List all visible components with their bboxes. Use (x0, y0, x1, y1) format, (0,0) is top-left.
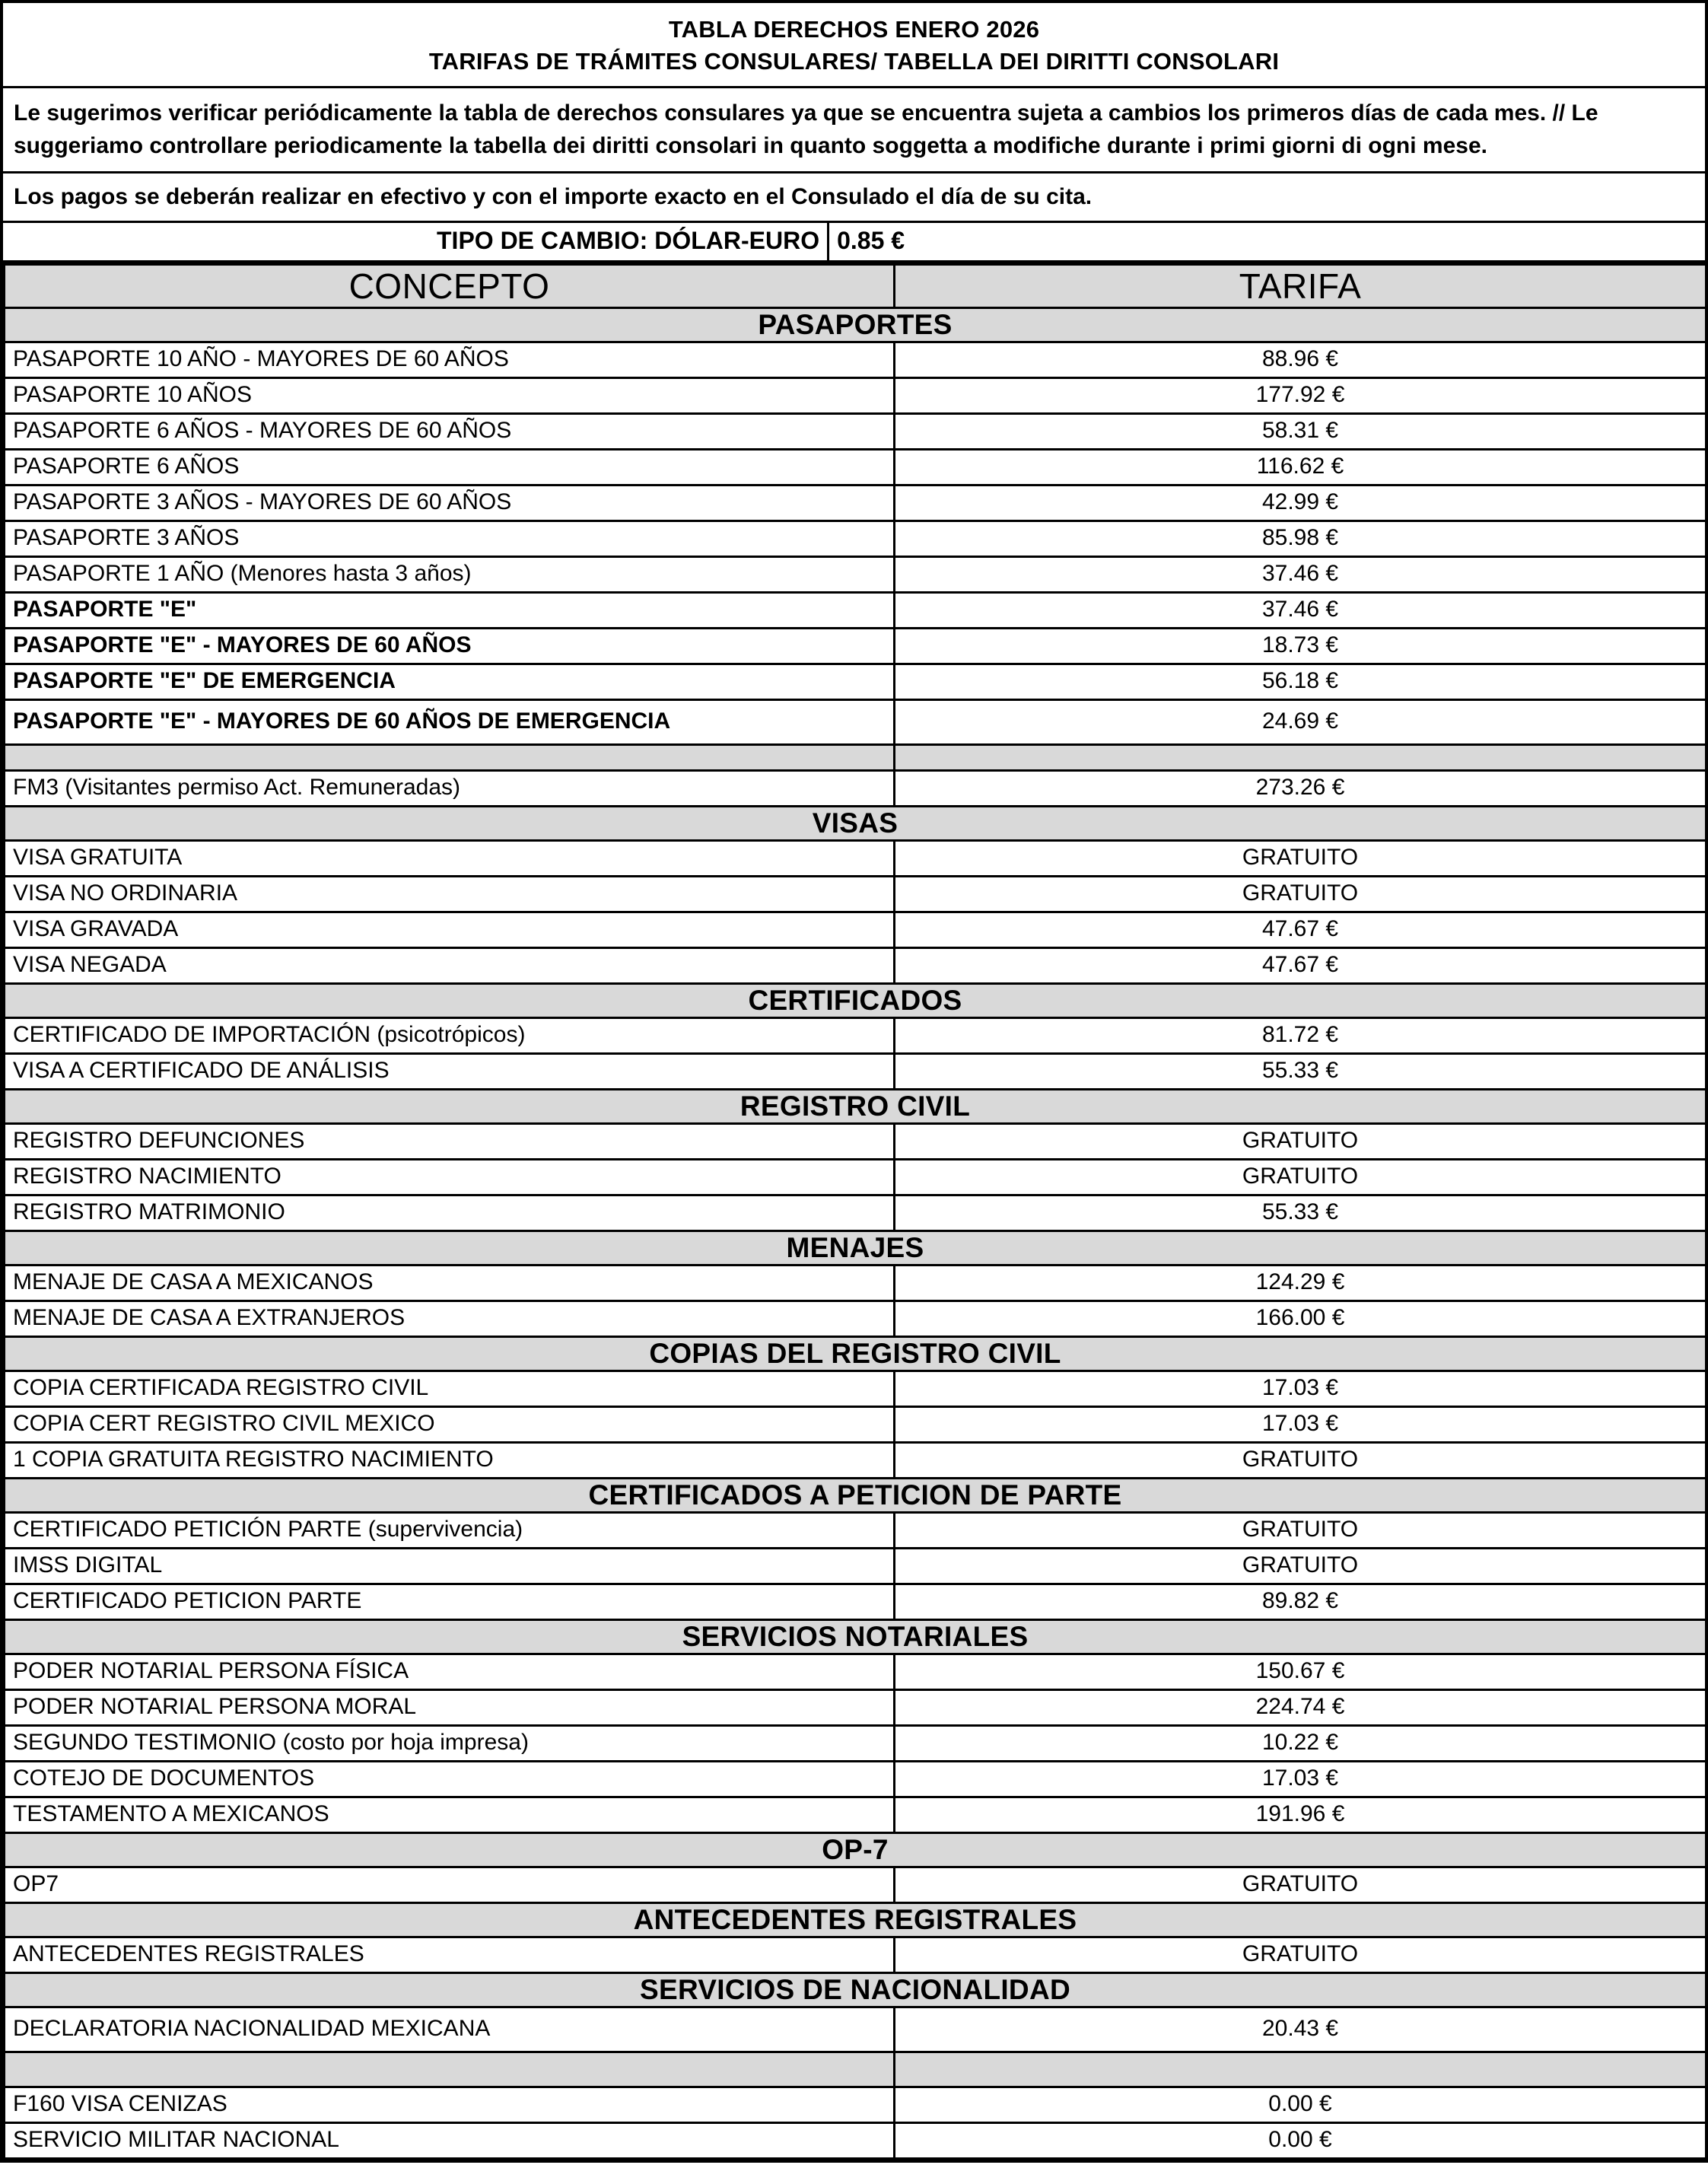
cell-tariff: 273.26 € (895, 771, 1706, 807)
section-header-row (5, 1620, 1706, 1654)
table-header-row (5, 265, 1706, 308)
table-row (5, 1443, 1706, 1479)
cell-tariff: 85.98 € (895, 521, 1706, 557)
cell-concept: PASAPORTE "E" DE EMERGENCIA (5, 664, 895, 700)
table-row (5, 1797, 1706, 1833)
table-row (5, 1867, 1706, 1903)
cell-tariff: 81.72 € (895, 1018, 1706, 1054)
cell-concept: PASAPORTE 1 AÑO (Menores hasta 3 años) (5, 557, 895, 593)
table-row (5, 1407, 1706, 1443)
table-row (5, 1266, 1706, 1301)
cell-tariff: 177.92 € (895, 378, 1706, 414)
cell-concept: VISA GRATUITA (5, 841, 895, 877)
cell-concept: OP7 (5, 1867, 895, 1903)
table-row (5, 486, 1706, 521)
cell-concept: IMSS DIGITAL (5, 1549, 895, 1584)
cell-concept: PASAPORTE 3 AÑOS - MAYORES DE 60 AÑOS (5, 486, 895, 521)
cell-concept: REGISTRO DEFUNCIONES (5, 1124, 895, 1160)
cell-concept: PODER NOTARIAL PERSONA FÍSICA (5, 1654, 895, 1690)
cell-tariff: 124.29 € (895, 1266, 1706, 1301)
table-row (5, 2007, 1706, 2052)
section-header-label: ANTECEDENTES REGISTRALES (5, 1903, 1706, 1937)
cell-tariff: 42.99 € (895, 486, 1706, 521)
column-header-concept: CONCEPTO (5, 265, 895, 308)
cell-tariff: GRATUITO (895, 1549, 1706, 1584)
cell-concept: PASAPORTE 3 AÑOS (5, 521, 895, 557)
cell-tariff: GRATUITO (895, 1513, 1706, 1549)
spacer-cell-tariff (895, 745, 1706, 771)
cell-concept: F160 VISA CENIZAS (5, 2087, 895, 2123)
column-header-tariff: TARIFA (895, 265, 1706, 308)
cell-tariff: 0.00 € (895, 2123, 1706, 2159)
table-row (5, 948, 1706, 984)
table-row (5, 1054, 1706, 1090)
section-header-label: CERTIFICADOS A PETICION DE PARTE (5, 1479, 1706, 1513)
table-row (5, 2123, 1706, 2159)
cell-concept: PASAPORTE 10 AÑO - MAYORES DE 60 AÑOS (5, 342, 895, 378)
section-header-label: OP-7 (5, 1833, 1706, 1867)
section-header-row (5, 807, 1706, 841)
cell-concept: SERVICIO MILITAR NACIONAL (5, 2123, 895, 2159)
cell-tariff: 17.03 € (895, 1371, 1706, 1407)
cell-concept: CERTIFICADO PETICIÓN PARTE (supervivencia) (5, 1513, 895, 1549)
cell-concept: 1 COPIA GRATUITA REGISTRO NACIMIENTO (5, 1443, 895, 1479)
section-header-row (5, 308, 1706, 342)
cell-tariff: 116.62 € (895, 450, 1706, 486)
table-row (5, 1937, 1706, 1973)
table-row (5, 1726, 1706, 1762)
cell-tariff: 55.33 € (895, 1195, 1706, 1231)
cell-tariff: 18.73 € (895, 629, 1706, 664)
section-header-row (5, 1337, 1706, 1371)
section-header-label: MENAJES (5, 1231, 1706, 1266)
cell-concept: DECLARATORIA NACIONALIDAD MEXICANA (5, 2007, 895, 2052)
section-header-label: SERVICIOS DE NACIONALIDAD (5, 1973, 1706, 2007)
spacer-row (5, 2052, 1706, 2087)
cell-concept: CERTIFICADO DE IMPORTACIÓN (psicotrópicos) (5, 1018, 895, 1054)
table-row (5, 450, 1706, 486)
cell-tariff: GRATUITO (895, 1937, 1706, 1973)
cell-concept: PASAPORTE 6 AÑOS - MAYORES DE 60 AÑOS (5, 414, 895, 450)
exchange-rate-value: 0.85 € (827, 223, 915, 263)
cell-tariff: 17.03 € (895, 1762, 1706, 1797)
cell-concept: VISA NEGADA (5, 948, 895, 984)
cell-tariff: 37.46 € (895, 593, 1706, 629)
cell-tariff: GRATUITO (895, 1867, 1706, 1903)
table-row (5, 771, 1706, 807)
exchange-rate-row (3, 223, 1705, 263)
cell-concept: PASAPORTE "E" (5, 593, 895, 629)
spacer-cell-tariff (895, 2052, 1706, 2087)
table-row (5, 629, 1706, 664)
table-row (5, 414, 1706, 450)
title-line-2: TARIFAS DE TRÁMITES CONSULARES/ TABELLA DEI DIRITTI CONSOLARI (428, 47, 1280, 75)
cell-tariff: 58.31 € (895, 414, 1706, 450)
cell-tariff: 20.43 € (895, 2007, 1706, 2052)
exchange-rate-label: TIPO DE CAMBIO: DÓLAR-EURO (429, 223, 827, 263)
section-header-row (5, 1903, 1706, 1937)
spacer-cell-concept (5, 2052, 895, 2087)
rates-table (3, 263, 1707, 2160)
cell-concept: VISA A CERTIFICADO DE ANÁLISIS (5, 1054, 895, 1090)
cell-concept: REGISTRO MATRIMONIO (5, 1195, 895, 1231)
cell-tariff: 55.33 € (895, 1054, 1706, 1090)
document-title (3, 3, 1705, 88)
section-header-label: COPIAS DEL REGISTRO CIVIL (5, 1337, 1706, 1371)
table-row (5, 1160, 1706, 1195)
cell-concept: FM3 (Visitantes permiso Act. Remuneradas) (5, 771, 895, 807)
cell-tariff: GRATUITO (895, 877, 1706, 912)
cell-concept: PODER NOTARIAL PERSONA MORAL (5, 1690, 895, 1726)
cell-concept: COPIA CERT REGISTRO CIVIL MEXICO (5, 1407, 895, 1443)
table-row (5, 877, 1706, 912)
section-header-label: REGISTRO CIVIL (5, 1090, 1706, 1124)
table-row (5, 1195, 1706, 1231)
spacer-row (5, 745, 1706, 771)
cell-concept: MENAJE DE CASA A MEXICANOS (5, 1266, 895, 1301)
cell-tariff: 224.74 € (895, 1690, 1706, 1726)
cell-tariff: 150.67 € (895, 1654, 1706, 1690)
table-row (5, 700, 1706, 745)
table-row (5, 1690, 1706, 1726)
cell-tariff: 47.67 € (895, 948, 1706, 984)
table-row (5, 1301, 1706, 1337)
exchange-rate-spacer (3, 223, 429, 260)
cell-concept: SEGUNDO TESTIMONIO (costo por hoja impresa) (5, 1726, 895, 1762)
cell-concept: PASAPORTE 10 AÑOS (5, 378, 895, 414)
cell-concept: TESTAMENTO A MEXICANOS (5, 1797, 895, 1833)
cell-tariff: 88.96 € (895, 342, 1706, 378)
table-row (5, 912, 1706, 948)
cell-concept: CERTIFICADO PETICION PARTE (5, 1584, 895, 1620)
table-row (5, 521, 1706, 557)
cell-tariff: 0.00 € (895, 2087, 1706, 2123)
cell-concept: COTEJO DE DOCUMENTOS (5, 1762, 895, 1797)
cell-tariff: 47.67 € (895, 912, 1706, 948)
cell-tariff: 56.18 € (895, 664, 1706, 700)
payment-notice: Los pagos se deberán realizar en efectivo y con el importe exacto en el Consulado el día de su cita. (3, 174, 1705, 223)
table-row (5, 593, 1706, 629)
section-header-row (5, 1479, 1706, 1513)
table-row (5, 342, 1706, 378)
cell-concept: VISA GRAVADA (5, 912, 895, 948)
table-row (5, 378, 1706, 414)
section-header-row (5, 1231, 1706, 1266)
spacer-cell-concept (5, 745, 895, 771)
cell-tariff: GRATUITO (895, 1160, 1706, 1195)
cell-tariff: 37.46 € (895, 557, 1706, 593)
cell-concept: PASAPORTE "E" - MAYORES DE 60 AÑOS DE EMERGENCIA (5, 700, 895, 745)
table-row (5, 841, 1706, 877)
table-row (5, 1762, 1706, 1797)
section-header-row (5, 984, 1706, 1018)
table-row (5, 2087, 1706, 2123)
cell-tariff: 17.03 € (895, 1407, 1706, 1443)
table-row (5, 1018, 1706, 1054)
table-row (5, 664, 1706, 700)
cell-concept: ANTECEDENTES REGISTRALES (5, 1937, 895, 1973)
cell-concept: PASAPORTE 6 AÑOS (5, 450, 895, 486)
cell-concept: VISA NO ORDINARIA (5, 877, 895, 912)
section-header-label: SERVICIOS NOTARIALES (5, 1620, 1706, 1654)
section-header-row (5, 1090, 1706, 1124)
cell-tariff: 10.22 € (895, 1726, 1706, 1762)
cell-tariff: 191.96 € (895, 1797, 1706, 1833)
section-header-label: PASAPORTES (5, 308, 1706, 342)
section-header-row (5, 1973, 1706, 2007)
section-header-row (5, 1833, 1706, 1867)
section-header-label: CERTIFICADOS (5, 984, 1706, 1018)
table-row (5, 1584, 1706, 1620)
table-row (5, 557, 1706, 593)
table-row (5, 1513, 1706, 1549)
cell-concept: MENAJE DE CASA A EXTRANJEROS (5, 1301, 895, 1337)
table-row (5, 1654, 1706, 1690)
table-row (5, 1371, 1706, 1407)
cell-tariff: GRATUITO (895, 841, 1706, 877)
cell-concept: PASAPORTE "E" - MAYORES DE 60 AÑOS (5, 629, 895, 664)
cell-tariff: GRATUITO (895, 1443, 1706, 1479)
cell-tariff: 166.00 € (895, 1301, 1706, 1337)
cell-tariff: 89.82 € (895, 1584, 1706, 1620)
rates-table-body (5, 308, 1706, 2159)
cell-concept: REGISTRO NACIMIENTO (5, 1160, 895, 1195)
cell-tariff: 24.69 € (895, 700, 1706, 745)
periodic-verification-notice: Le sugerimos verificar periódicamente la tabla de derechos consulares ya que se encuentra sujeta a cambios los primeros días de cada mes. // Le suggeriamo controllare periodicamente la tabella dei diritti consolari in quanto soggetta a modifiche durante i primi giorni di ogni mese. (3, 88, 1705, 174)
section-header-label: VISAS (5, 807, 1706, 841)
title-line-1: TABLA DERECHOS ENERO 2026 (668, 16, 1040, 43)
table-row (5, 1549, 1706, 1584)
table-row (5, 1124, 1706, 1160)
cell-concept: COPIA CERTIFICADA REGISTRO CIVIL (5, 1371, 895, 1407)
cell-tariff: GRATUITO (895, 1124, 1706, 1160)
